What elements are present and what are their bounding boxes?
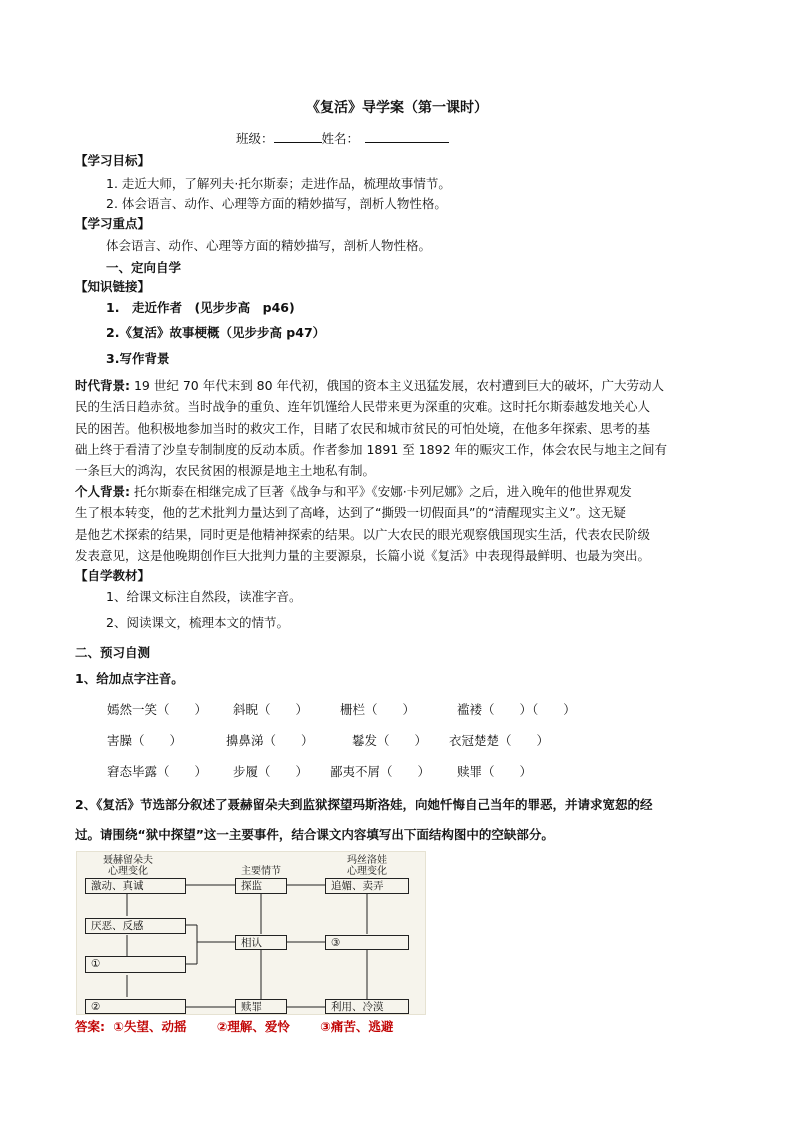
goal-item: 1. 走近大师，了解列夫·托尔斯泰；走进作品，梳理故事情节。 bbox=[106, 176, 451, 191]
answer-item: ①失望、动摇 bbox=[113, 1019, 187, 1034]
pinyin-item[interactable]: 擤鼻涕（ ） bbox=[226, 733, 314, 748]
pinyin-item[interactable]: 斜睨（ ） bbox=[233, 702, 309, 717]
left-box-blank[interactable]: ① bbox=[85, 956, 186, 973]
pinyin-item[interactable]: 栅栏（ ） bbox=[340, 702, 416, 717]
student-info bbox=[236, 129, 449, 147]
pinyin-item[interactable]: 害臊（ ） bbox=[107, 733, 183, 748]
name-label: 姓名： bbox=[321, 131, 360, 146]
section-heading: 一、定向自学 bbox=[106, 260, 182, 275]
focus-heading: 【学习重点】 bbox=[75, 216, 151, 231]
answer-item: ②理解、爱怜 bbox=[216, 1019, 290, 1034]
pinyin-item[interactable]: 赎罪（ ） bbox=[457, 764, 533, 779]
knowledge-item: 2.《复活》故事梗概（见步步高 p47） bbox=[106, 325, 326, 340]
q2-line: 2、《复活》节选部分叙述了聂赫留朵夫到监狱探望玛斯洛娃，向她忏悔自己当年的罪恶，并请求宽恕的经 bbox=[75, 797, 653, 812]
q2-line: 过。请围绕“狱中探望”这一主要事件，结合课文内容填写出下面结构图中的空缺部分。 bbox=[75, 827, 554, 842]
left-box: 厌恶、反感 bbox=[85, 918, 186, 934]
q1-heading: 1、给加点字注音。 bbox=[75, 671, 184, 686]
pinyin-item[interactable]: 步履（ ） bbox=[233, 764, 309, 779]
middle-box: 赎罪 bbox=[235, 999, 287, 1014]
pinyin-item[interactable]: 窘态毕露（ ） bbox=[107, 764, 208, 779]
pinyin-item[interactable]: 鄙夷不屑（ ） bbox=[330, 764, 431, 779]
pinyin-item[interactable]: 鬈发（ ） bbox=[352, 733, 428, 748]
answer-label: 答案: bbox=[75, 1019, 105, 1034]
era-label: 时代背景: bbox=[75, 378, 130, 393]
era-background: 时代背景: 19 世纪 70 年代末到 80 年代初，俄国的资本主义迅猛发展，农村遭到巨大的破坏，广大劳动人 民的生活日趋赤贫。当时战争的重负、连年饥馑给人民带来更为深重的灾难。这时托尔斯泰越发地关心人 民的困苦。他积极地参加当时的救灾工作，目睹了农民和城市贫民的可怕处境，在他多年探索、思考的基 础上终于看清了沙皇专制制度的反动本质。作者参加 1891 至 1892 年的赈灾工作，体会农民与地主之间有 一条巨大的鸿沟，农民贫困的根源是地主土地私有制。 bbox=[75, 378, 668, 479]
page-title: 《复活》导学案（第一课时） bbox=[306, 100, 488, 116]
right-box: 追媚、卖弄 bbox=[325, 878, 409, 894]
pinyin-item[interactable]: 衣冠楚楚（ ） bbox=[449, 733, 550, 748]
right-box-blank[interactable]: ③ bbox=[325, 935, 409, 950]
left-box: 激动、真诚 bbox=[85, 878, 186, 894]
right-column-title: 玛丝洛娃 心理变化 bbox=[347, 855, 387, 877]
name-blank[interactable] bbox=[365, 130, 449, 143]
self-study-heading: 【自学教材】 bbox=[75, 568, 151, 583]
self-study-item: 1、给课文标注自然段，读准字音。 bbox=[106, 589, 302, 604]
answer-line bbox=[75, 1017, 393, 1035]
class-blank[interactable] bbox=[274, 130, 322, 143]
personal-background: 个人背景: 托尔斯泰在相继完成了巨著《战争与和平》《安娜·卡列尼娜》之后，进入晚年的他世界观发 生了根本转变，他的艺术批判力量达到了高峰，达到了“撕毁一切假面具”的“清醒现实主义”。这无疑 是他艺术探索的结果，同时更是他精神探索的结果。以广大农民的眼光观察俄国现实生活，代表农民阶级 发表意见，这是他晚期创作巨大批判力量的主要源泉，长篇小说《复活》中表现得最鲜明、也最为突出。 bbox=[75, 484, 651, 563]
knowledge-heading: 【知识链接】 bbox=[75, 279, 151, 294]
middle-column-title: 主要情节 bbox=[241, 866, 281, 877]
structure-diagram bbox=[76, 851, 426, 1015]
section-heading: 二、预习自测 bbox=[75, 645, 151, 660]
pinyin-item[interactable]: 褴褛（ ）（ ） bbox=[457, 702, 576, 717]
left-column-title: 聂赫留朵夫 心理变化 bbox=[103, 855, 153, 877]
focus-text: 体会语言、动作、心理等方面的精妙描写，剖析人物性格。 bbox=[106, 238, 432, 253]
answer-item: ③痛苦、逃避 bbox=[320, 1019, 394, 1034]
middle-box: 相认 bbox=[235, 935, 287, 950]
class-label: 班级： bbox=[236, 131, 274, 146]
self-study-item: 2、阅读课文，梳理本文的情节。 bbox=[106, 615, 289, 630]
knowledge-item: 3.写作背景 bbox=[106, 351, 170, 366]
knowledge-item: 1. 走近作者 (见步步高 p46) bbox=[106, 300, 295, 315]
middle-box: 探监 bbox=[235, 878, 287, 894]
right-box: 利用、冷漠 bbox=[325, 999, 409, 1014]
pinyin-item[interactable]: 嫣然一笑（ ） bbox=[107, 702, 208, 717]
left-box-blank[interactable]: ② bbox=[85, 999, 186, 1014]
personal-label: 个人背景: bbox=[75, 484, 130, 499]
goal-item: 2. 体会语言、动作、心理等方面的精妙描写，剖析人物性格。 bbox=[106, 196, 447, 211]
goals-heading: 【学习目标】 bbox=[75, 153, 151, 168]
